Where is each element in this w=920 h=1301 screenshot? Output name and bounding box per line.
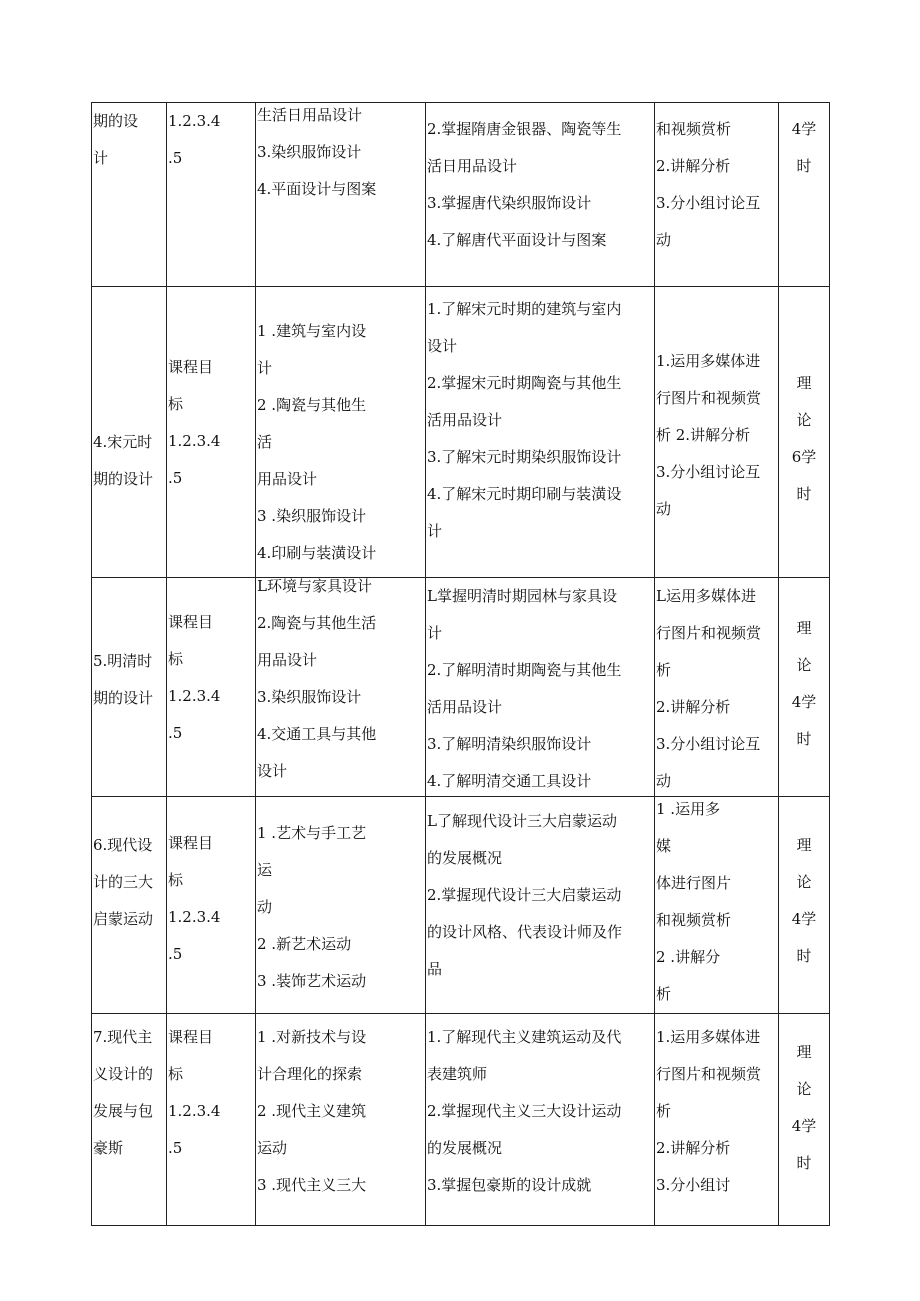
teaching-requirement-line: 3.掌握唐代染织服饰设计 [427, 194, 592, 212]
course-goal-line: 标 [168, 1065, 184, 1083]
teaching-requirement-cell [426, 287, 655, 578]
teaching-content-line: 3 .现代主义三大 [257, 1176, 367, 1194]
class-hours-cell [779, 797, 830, 1014]
class-hours-cell [779, 103, 830, 287]
course-goal-line: .5 [168, 945, 183, 963]
teaching-requirement-line: 活用品设计 [427, 411, 503, 429]
teaching-method-line: L运用多媒体进 [656, 587, 756, 605]
teaching-content-line: 1 .对新技术与设 [257, 1028, 367, 1046]
course-goal-cell [167, 797, 256, 1014]
course-goal-cell [167, 103, 256, 287]
teaching-method-cell [655, 1014, 779, 1226]
teaching-method-line: 3.分小组讨论互 [656, 735, 761, 753]
teaching-method-line: 2.讲解分析 [656, 1139, 731, 1157]
teaching-requirement-cell [426, 578, 655, 797]
teaching-method-line: 和视频赏析 [656, 120, 732, 138]
teaching-method-line: 媒 [656, 837, 672, 855]
teaching-method-cell [655, 103, 779, 287]
teaching-method-line: 行图片和视频赏 [656, 624, 762, 642]
teaching-requirement-line: 品 [427, 960, 443, 978]
chapter-name-cell [92, 797, 167, 1014]
teaching-requirement-cell [426, 103, 655, 287]
table-row [92, 103, 830, 287]
teaching-method-line: 行图片和视频赏 [656, 389, 762, 407]
class-hours-line: 论 [796, 411, 812, 429]
teaching-content-cell [256, 287, 426, 578]
chapter-name-line: 计的三大 [93, 873, 154, 891]
class-hours-line: 论 [796, 873, 812, 891]
teaching-method-line: 动 [656, 500, 672, 518]
class-hours-line: 时 [796, 947, 812, 965]
course-goal-line: 1.2.3.4 [168, 432, 221, 450]
teaching-content-line: 2 .新艺术运动 [257, 935, 352, 953]
chapter-name-line: 4.宋元时 [93, 433, 153, 451]
class-hours-line: 6学 [791, 448, 817, 466]
teaching-requirement-line: 3.了解宋元时期染织服饰设计 [427, 448, 622, 466]
teaching-content-line: 1 .建筑与室内设 [257, 322, 367, 340]
chapter-name-line: 6.现代设 [93, 836, 153, 854]
teaching-content-line: 3 .染织服饰设计 [257, 507, 367, 525]
class-hours-line: 时 [796, 157, 812, 175]
teaching-requirement-line: 设计 [427, 337, 458, 355]
teaching-content-line: L环境与家具设计 [257, 577, 372, 595]
teaching-requirement-line: 2.了解明清时期陶瓷与其他生 [427, 661, 622, 679]
teaching-requirement-line: 1.了解宋元时期的建筑与室内 [427, 300, 622, 318]
chapter-name-line: 期的设计 [93, 470, 154, 488]
chapter-name-line: 豪斯 [93, 1139, 124, 1157]
chapter-name-line: 计 [93, 149, 109, 167]
course-goal-line: .5 [168, 149, 183, 167]
teaching-content-line: 2 .陶瓷与其他生 [257, 396, 367, 414]
teaching-method-line: 1.运用多媒体进 [656, 352, 761, 370]
teaching-requirement-line: 2.掌握现代主义三大设计运动 [427, 1102, 622, 1120]
teaching-content-line: 设计 [257, 762, 288, 780]
teaching-content-line: 计合理化的探索 [257, 1065, 363, 1083]
course-goal-line: .5 [168, 1139, 183, 1157]
teaching-method-line: 3.分小组讨论互 [656, 194, 761, 212]
table-row [92, 287, 830, 578]
teaching-method-cell [655, 287, 779, 578]
table-row [92, 578, 830, 797]
course-goal-line: 1.2.3.4 [168, 112, 221, 130]
teaching-content-line: 3 .装饰艺术运动 [257, 972, 367, 990]
teaching-requirement-line: 1.了解现代主义建筑运动及代 [427, 1028, 622, 1046]
teaching-content-line: 1 .艺术与手工艺 [257, 824, 367, 842]
course-goal-cell [167, 287, 256, 578]
teaching-requirement-line: 3.了解明清染织服饰设计 [427, 735, 592, 753]
chapter-name-line: 7.现代主 [93, 1028, 153, 1046]
teaching-method-line: 1.运用多媒体进 [656, 1028, 761, 1046]
teaching-content-line: 运动 [257, 1139, 288, 1157]
teaching-content-line: 3.染织服饰设计 [257, 143, 362, 161]
teaching-requirement-line: 计 [427, 624, 443, 642]
course-goal-line: 课程目 [168, 613, 214, 631]
class-hours-line: 4学 [791, 693, 817, 711]
class-hours-line: 理 [796, 836, 812, 854]
teaching-content-line: 用品设计 [257, 651, 318, 669]
chapter-name-line: 义设计的 [93, 1065, 154, 1083]
teaching-method-line: 析 2.讲解分析 [656, 426, 751, 444]
teaching-method-line: 析 [656, 985, 672, 1003]
teaching-content-cell [256, 578, 426, 797]
teaching-method-line: 和视频赏析 [656, 911, 732, 929]
chapter-name-line: 启蒙运动 [93, 910, 154, 928]
chapter-name-line: 期的设计 [93, 689, 154, 707]
class-hours-line: 时 [796, 730, 812, 748]
course-goal-line: 标 [168, 871, 184, 889]
class-hours-line: 4学 [791, 1117, 817, 1135]
teaching-content-line: 2.陶瓷与其他生活 [257, 614, 377, 632]
course-goal-line: 标 [168, 395, 184, 413]
course-goal-line: 1.2.3.4 [168, 1102, 221, 1120]
teaching-content-cell [256, 1014, 426, 1226]
teaching-content-line: 4.印刷与装潢设计 [257, 544, 377, 562]
teaching-method-line: 析 [656, 1102, 672, 1120]
teaching-requirement-line: 活用品设计 [427, 698, 503, 716]
teaching-requirement-line: 的设计风格、代表设计师及作 [427, 923, 623, 941]
chapter-name-cell [92, 578, 167, 797]
teaching-requirement-cell [426, 797, 655, 1014]
class-hours-cell [779, 1014, 830, 1226]
course-goal-line: 课程目 [168, 1028, 214, 1046]
teaching-requirement-line: 的发展概况 [427, 849, 503, 867]
teaching-requirement-line: L了解现代设计三大启蒙运动 [427, 812, 617, 830]
course-goal-line: 课程目 [168, 834, 214, 852]
teaching-content-line: 活 [257, 433, 273, 451]
class-hours-line: 理 [796, 374, 812, 392]
course-goal-line: 1.2.3.4 [168, 687, 221, 705]
teaching-content-line: 4.平面设计与图案 [257, 180, 377, 198]
course-goal-cell [167, 1014, 256, 1226]
teaching-content-line: 计 [257, 359, 273, 377]
teaching-content-cell [256, 103, 426, 287]
teaching-requirement-line: 的发展概况 [427, 1139, 503, 1157]
class-hours-line: 4学 [791, 910, 817, 928]
teaching-requirement-line: 2.掌握宋元时期陶瓷与其他生 [427, 374, 622, 392]
class-hours-line: 时 [796, 485, 812, 503]
chapter-name-cell [92, 103, 167, 287]
teaching-requirement-line: L掌握明清时期园林与家具设 [427, 587, 617, 605]
teaching-method-line: 2.讲解分析 [656, 698, 731, 716]
course-goal-cell [167, 578, 256, 797]
course-schedule-table [91, 102, 830, 1226]
teaching-content-cell [256, 797, 426, 1014]
class-hours-line: 理 [796, 1043, 812, 1061]
class-hours-line: 理 [796, 619, 812, 637]
teaching-method-line: 2 .讲解分 [656, 948, 721, 966]
chapter-name-cell [92, 287, 167, 578]
course-goal-line: .5 [168, 469, 183, 487]
teaching-requirement-line: 4.了解宋元时期印刷与装潢设 [427, 485, 622, 503]
teaching-content-line: 动 [257, 898, 273, 916]
teaching-method-cell [655, 797, 779, 1014]
teaching-content-line: 2 .现代主义建筑 [257, 1102, 367, 1120]
teaching-content-line: 运 [257, 861, 273, 879]
chapter-name-line: 发展与包 [93, 1102, 154, 1120]
course-goal-line: 课程目 [168, 358, 214, 376]
teaching-method-line: 3.分小组讨 [656, 1176, 731, 1194]
teaching-requirement-line: 2.掌握现代设计三大启蒙运动 [427, 886, 622, 904]
chapter-name-line: 5.明清时 [93, 652, 153, 670]
table-row [92, 797, 830, 1014]
teaching-requirement-line: 表建筑师 [427, 1065, 488, 1083]
teaching-requirement-line: 4.了解唐代平面设计与图案 [427, 231, 607, 249]
class-hours-line: 时 [796, 1154, 812, 1172]
teaching-content-line: 生活日用品设计 [257, 106, 363, 124]
teaching-requirement-line: 4.了解明清交通工具设计 [427, 772, 592, 790]
teaching-content-line: 3.染织服饰设计 [257, 688, 362, 706]
teaching-method-cell [655, 578, 779, 797]
course-goal-line: 1.2.3.4 [168, 908, 221, 926]
chapter-name-cell [92, 1014, 167, 1226]
teaching-method-line: 体进行图片 [656, 874, 732, 892]
class-hours-cell [779, 578, 830, 797]
teaching-content-line: 用品设计 [257, 470, 318, 488]
teaching-method-line: 3.分小组讨论互 [656, 463, 761, 481]
class-hours-line: 论 [796, 656, 812, 674]
teaching-method-line: 动 [656, 772, 672, 790]
teaching-method-line: 动 [656, 231, 672, 249]
class-hours-line: 论 [796, 1080, 812, 1098]
course-goal-line: .5 [168, 724, 183, 742]
teaching-requirement-cell [426, 1014, 655, 1226]
teaching-content-line: 4.交通工具与其他 [257, 725, 377, 743]
teaching-requirement-line: 2.掌握隋唐金银器、陶瓷等生 [427, 120, 622, 138]
teaching-requirement-line: 活日用品设计 [427, 157, 518, 175]
teaching-requirement-line: 计 [427, 522, 443, 540]
class-hours-line: 4学 [791, 120, 817, 138]
table-row [92, 1014, 830, 1226]
teaching-method-line: 行图片和视频赏 [656, 1065, 762, 1083]
class-hours-cell [779, 287, 830, 578]
course-goal-line: 标 [168, 650, 184, 668]
teaching-requirement-line: 3.掌握包豪斯的设计成就 [427, 1176, 592, 1194]
teaching-method-line: 2.讲解分析 [656, 157, 731, 175]
chapter-name-line: 期的设 [93, 112, 139, 130]
teaching-method-line: 1 .运用多 [656, 800, 721, 818]
teaching-method-line: 析 [656, 661, 672, 679]
